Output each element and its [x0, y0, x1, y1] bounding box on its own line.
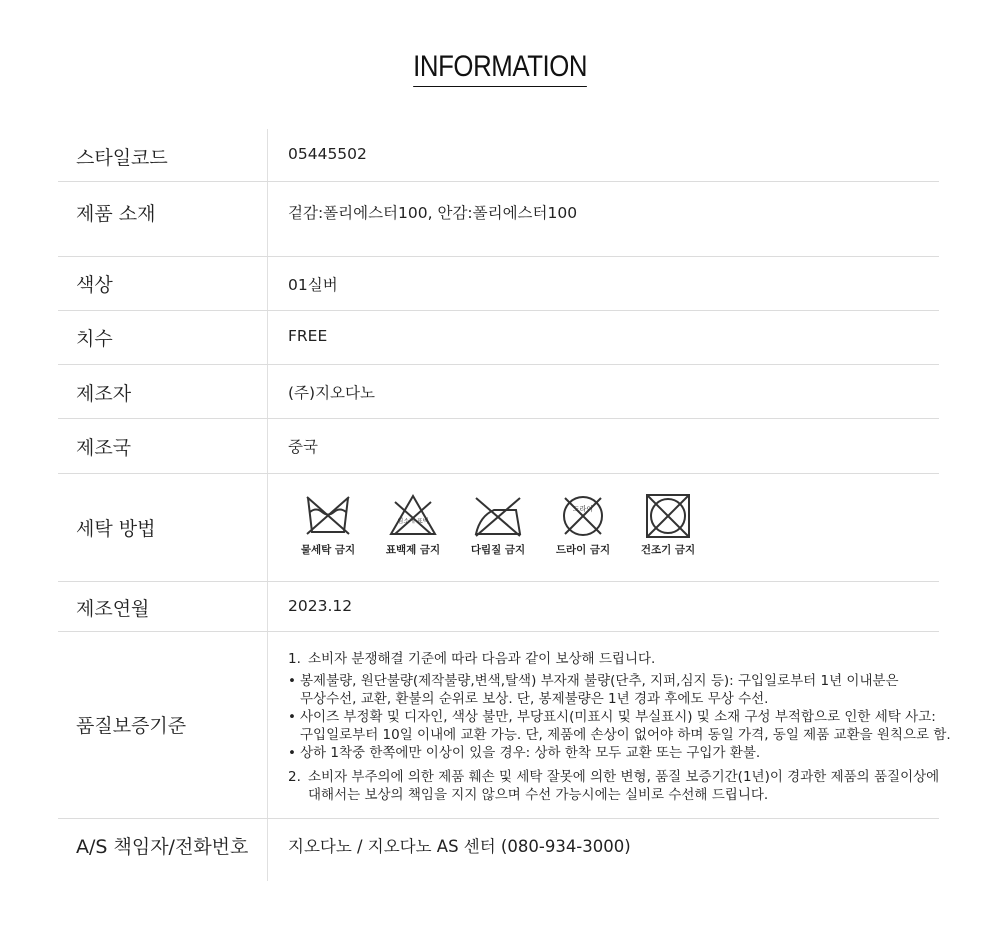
row-value: 지오다노 / 지오다노 AS 센터 (080-934-3000) [288, 837, 631, 856]
row-label: 세탁 방법 [76, 518, 156, 540]
column-divider [267, 474, 268, 581]
row-label: 제품 소재 [76, 203, 156, 225]
column-divider [267, 632, 268, 818]
row-manufacturer [58, 365, 939, 419]
dry-clean-inner-text: 드라이 [572, 505, 594, 513]
care-item-no-bleach [371, 492, 455, 557]
row-value: (주)지오다노 [288, 384, 375, 402]
no-water-wash-icon [302, 492, 354, 540]
quality-bullet: • 봉제불량, 원단불량(제작불량,변색,탈색) 부자재 불량(단추, 지퍼,심지 등): 구입일로부터 1년 이내분은 [288, 672, 951, 690]
row-country [58, 419, 939, 474]
care-item-no-dry-clean [541, 492, 625, 557]
row-label: 제조연월 [76, 598, 150, 620]
page-title-wrap [0, 50, 1000, 87]
row-date [58, 582, 939, 632]
quality-bullet: • 사이즈 부정확 및 디자인, 색상 불만, 부당표시(미표시 및 부실표시) 및 소재 구성 부적합으로 인한 세탁 사고: [288, 708, 951, 726]
row-style-code [58, 129, 939, 182]
row-value: FREE [288, 327, 328, 345]
column-divider [267, 365, 268, 418]
row-label: 색상 [76, 274, 113, 296]
page-title: INFORMATION [413, 50, 587, 87]
quality-item-1 [288, 650, 951, 668]
quality-item-2 [288, 768, 951, 786]
quality-item-cont: 대해서는 보상의 책임을 지지 않으며 수선 가능시에는 실비로 수선해 드립니다. [308, 787, 769, 803]
column-divider [267, 419, 268, 473]
row-size [58, 311, 939, 365]
row-value: 2023.12 [288, 597, 353, 615]
row-label: 제조국 [76, 437, 132, 459]
care-caption: 다림질 금지 [470, 544, 526, 556]
column-divider [267, 582, 268, 631]
care-item-no-wash [286, 492, 370, 557]
row-label: A/S 책임자/전화번호 [76, 836, 249, 858]
care-caption: 드라이 금지 [555, 544, 611, 556]
row-label: 제조자 [76, 383, 132, 405]
row-as [58, 819, 939, 881]
row-value: 05445502 [288, 145, 367, 163]
quality-text [288, 650, 951, 804]
no-tumble-dry-icon [642, 492, 694, 540]
quality-bullet: • 상하 1착중 한쪽에만 이상이 있을 경우: 상하 한착 모두 교환 또는 구입가 환불. [288, 744, 951, 762]
row-value: 01실버 [288, 276, 338, 294]
no-iron-icon [472, 492, 524, 540]
bleach-inner-text: 염소계 표백 [397, 518, 429, 525]
row-value: 겉감:폴리에스터100, 안감:폴리에스터100 [288, 204, 578, 222]
row-quality [58, 632, 951, 819]
column-divider [267, 129, 268, 181]
quality-bullet-cont: 구입일로부터 10일 이내에 교환 가능. 단, 제품에 손상이 없어야 하며 동일 가격, 동일 제품 교환을 원칙으로 함. [300, 727, 951, 743]
row-washing [58, 474, 939, 582]
row-label: 스타일코드 [76, 147, 168, 169]
quality-item-number: 1. [288, 651, 301, 667]
row-material [58, 182, 939, 257]
care-item-no-iron [456, 492, 540, 557]
care-caption: 물세탁 금지 [300, 544, 356, 556]
no-bleach-icon [387, 492, 439, 540]
care-caption: 표백제 금지 [385, 544, 441, 556]
row-value: 중국 [288, 438, 318, 456]
care-caption: 건조기 금지 [640, 544, 696, 556]
column-divider [267, 182, 268, 256]
row-color [58, 257, 939, 311]
column-divider [267, 819, 268, 881]
quality-item-text: 소비자 부주의에 의한 제품 훼손 및 세탁 잘못에 의한 변형, 품질 보증기간(1년)이 경과한 제품의 품질이상에 [308, 769, 940, 785]
column-divider [267, 311, 268, 364]
care-icons [286, 492, 711, 557]
info-table [58, 129, 951, 881]
row-label: 치수 [76, 328, 113, 350]
quality-bullet-cont: 무상수선, 교환, 환불의 순위로 보상. 단, 봉제불량은 1년 경과 후에도 무상 수선. [300, 691, 769, 707]
row-label: 품질보증기준 [76, 715, 187, 737]
no-dry-clean-icon [557, 492, 609, 540]
care-item-no-tumble-dry [626, 492, 710, 557]
quality-item-number: 2. [288, 769, 301, 785]
column-divider [267, 257, 268, 310]
quality-item-text: 소비자 분쟁해결 기준에 따라 다음과 같이 보상해 드립니다. [308, 651, 656, 667]
